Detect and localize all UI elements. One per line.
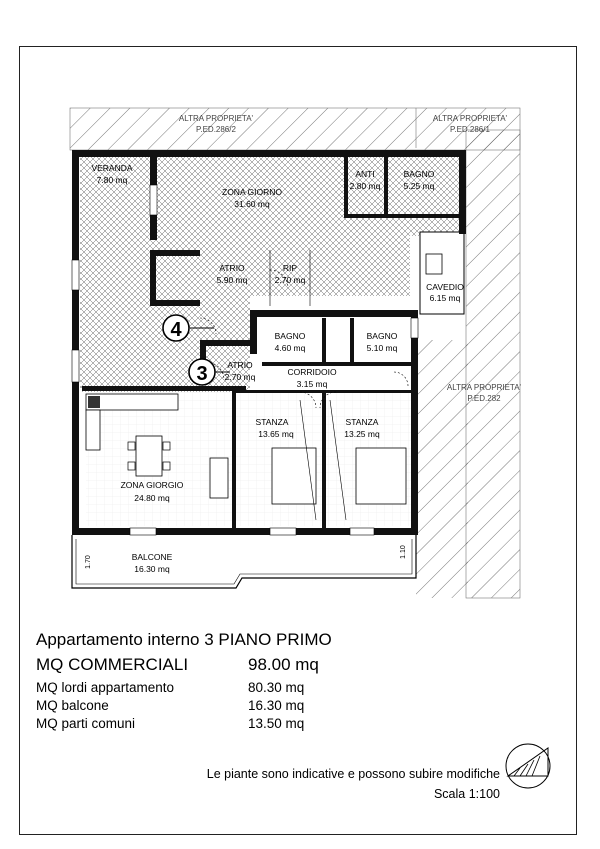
info-title: Appartamento interno 3 PIANO PRIMO [36, 630, 332, 649]
room-atrio-1-name: ATRIO [219, 263, 245, 273]
disclaimer: Le piante sono indicative e possono subire modifiche [206, 767, 500, 781]
dim-balcony-left: 1.70 [85, 555, 92, 569]
neighbor-right-low [416, 340, 468, 598]
neighbor-top-right-parcel: P.ED.286/1 [450, 125, 490, 134]
room-zona-giorno-area: 31.60 mq [234, 199, 270, 209]
room-anti-name: ANTI [355, 169, 375, 179]
room-balcone-name: BALCONE [131, 552, 173, 562]
scale-label: Scala 1:100 [433, 787, 500, 801]
info-row-label: MQ parti comuni [36, 716, 136, 731]
neighbor-right-name: ALTRA PROPRIETA' [446, 383, 522, 392]
info-row-label: MQ balcone [36, 698, 109, 713]
info-commercial-label: MQ COMMERCIALI [36, 655, 189, 674]
room-zona-giorno-name: ZONA GIORNO [222, 187, 282, 197]
sofa [210, 458, 228, 498]
info-row-label: MQ lordi appartamento [36, 680, 175, 695]
balcony-outline [72, 535, 416, 588]
info-row-value: 80.30 mq [248, 680, 305, 695]
room-atrio-2-name: ATRIO [227, 360, 253, 370]
north-arrow-icon [506, 744, 550, 788]
neighbor-top-right-name: ALTRA PROPRIETA' [432, 114, 508, 123]
room-atrio-1-area: 5.90 mq [216, 275, 248, 285]
room-rip-name: RIP [282, 263, 298, 273]
room-anti-area: 2.80 mq [349, 181, 381, 191]
room-corridoio-area: 3.15 mq [296, 379, 328, 389]
section-marker-3-label: 3 [196, 363, 208, 385]
dining-table [136, 436, 162, 476]
room-zona-giorgio-name: ZONA GIORGIO [120, 480, 184, 490]
room-bagno-3-area: 5.10 mq [366, 343, 398, 353]
room-corridoio-name: CORRIDOIO [287, 367, 337, 377]
info-row-value: 16.30 mq [248, 698, 305, 713]
room-bagno-1-area: 5.25 mq [403, 181, 435, 191]
room-stanza-2-name: STANZA [345, 417, 379, 427]
room-cavedio-area: 6.15 mq [429, 293, 461, 303]
dim-balcony-right: 1.10 [400, 545, 407, 559]
info-row-value: 13.50 mq [248, 716, 305, 731]
room-veranda-name: VERANDA [91, 163, 133, 173]
room-stanza-2-area: 13.25 mq [344, 429, 380, 439]
neighbor-top-left-name: ALTRA PROPRIETA' [178, 114, 254, 123]
room-balcone-area: 16.30 mq [134, 564, 170, 574]
room-bagno-1-name: BAGNO [403, 169, 435, 179]
room-bagno-3-name: BAGNO [366, 331, 398, 341]
room-atrio-2-area: 2.70 mq [224, 372, 256, 382]
room-bagno-2-name: BAGNO [274, 331, 306, 341]
room-cavedio-name: CAVEDIO [426, 282, 464, 292]
info-commercial-value: 98.00 mq [248, 655, 319, 674]
neighbor-right [466, 130, 520, 598]
room-zona-giorgio-area: 24.80 mq [134, 493, 170, 503]
room-rip-area: 2.70 mq [274, 275, 306, 285]
room-bagno-2-area: 4.60 mq [274, 343, 306, 353]
section-marker-4-label: 4 [170, 319, 182, 341]
neighbor-top-left-parcel: P.ED.286/2 [196, 125, 236, 134]
neighbor-right-parcel: P.ED.282 [467, 394, 501, 403]
room-stanza-1-name: STANZA [255, 417, 289, 427]
room-stanza-1-area: 13.65 mq [258, 429, 294, 439]
room-veranda-area: 7.80 mq [96, 175, 128, 185]
